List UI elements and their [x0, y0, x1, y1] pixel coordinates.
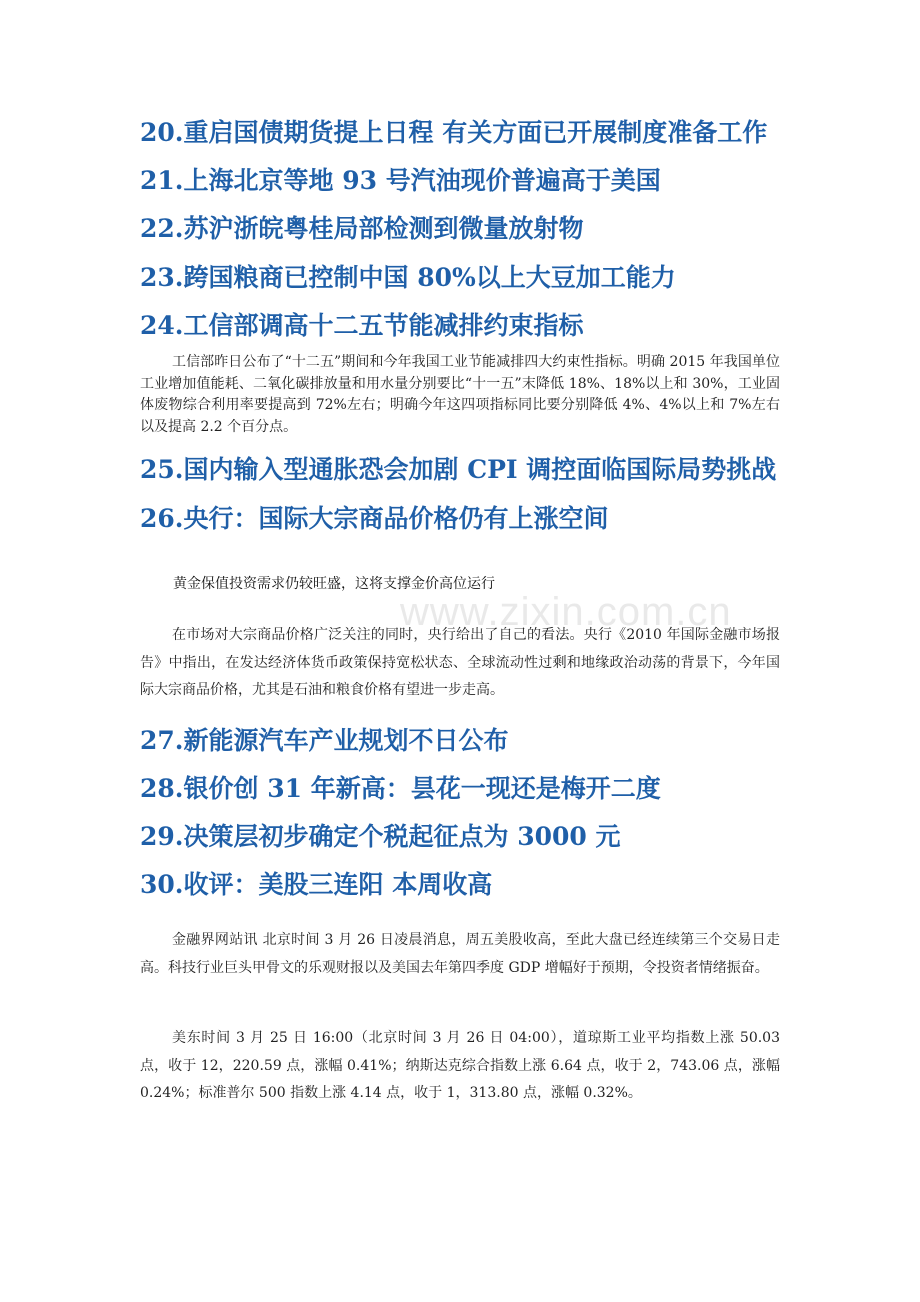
paragraph-item-26: 在市场对大宗商品价格广泛关注的同时，央行给出了自己的看法。央行《2010 年国际金融市场报告》中指出，在发达经济体货币政策保持宽松状态、全球流动性过剩和地缘政治动荡的背景下，今年国际大宗商品价格，尤其是石油和粮食价格有望进一步走高。 — [140, 627, 780, 698]
heading-item-27: 27.新能源汽车产业规划不日公布 — [140, 726, 509, 755]
heading-item-21: 21.上海北京等地 93 号汽油现价普遍高于美国 — [140, 166, 661, 195]
paragraph-item-30-2: 美东时间 3 月 25 日 16:00（北京时间 3 月 26 日 04:00），道琼斯工业平均指数上涨 50.03 点，收于 12，220.59 点，涨幅 0.41%；纳斯达克综合指数上涨 6.64 点，收于 2，743.06 点，涨幅 0.24%；标准普尔 500 指数上涨 4.14 点，收于 1，313.80 点，涨幅 0.32%。 — [140, 1030, 780, 1101]
heading-item-22: 22.苏沪浙皖粤桂局部检测到微量放射物 — [140, 214, 584, 243]
heading-item-29: 29.决策层初步确定个税起征点为 3000 元 — [140, 822, 621, 851]
heading-item-26: 26.央行：国际大宗商品价格仍有上涨空间 — [140, 504, 609, 533]
paragraph-item-24: 工信部昨日公布了“十二五”期间和今年我国工业节能减排四大约束性指标。明确 2015 年我国单位工业增加值能耗、二氧化碳排放量和用水量分别要比“十一五”末降低 18%、18%以上和 30%，工业固体废物综合利用率要提高到 72%左右；明确今年这四项指标同比要分别降低 4%、4%以上和 7%左右以及提高 2.2 个百分点。 — [140, 354, 780, 435]
heading-item-23: 23.跨国粮商已控制中国 80%以上大豆加工能力 — [140, 263, 676, 292]
heading-item-25: 25.国内输入型通胀恐会加剧 CPI 调控面临国际局势挑战 — [140, 455, 777, 484]
paragraph-item-30-1: 金融界网站讯 北京时间 3 月 26 日凌晨消息，周五美股收高，至此大盘已经连续第三个交易日走高。科技行业巨头甲骨文的乐观财报以及美国去年第四季度 GDP 增幅好于预期，令投资者情绪振奋。 — [140, 932, 780, 976]
watermark: www.zixin.com.cn — [400, 590, 732, 634]
subtitle-item-26: 黄金保值投资需求仍较旺盛，这将支撑金价高位运行 — [173, 576, 495, 592]
heading-item-30: 30.收评：美股三连阳 本周收高 — [140, 870, 493, 899]
heading-item-24: 24.工信部调高十二五节能减排约束指标 — [140, 311, 584, 340]
heading-item-28: 28.银价创 31 年新高：昙花一现还是梅开二度 — [140, 774, 661, 803]
heading-item-20: 20.重启国债期货提上日程 有关方面已开展制度准备工作 — [140, 118, 768, 147]
